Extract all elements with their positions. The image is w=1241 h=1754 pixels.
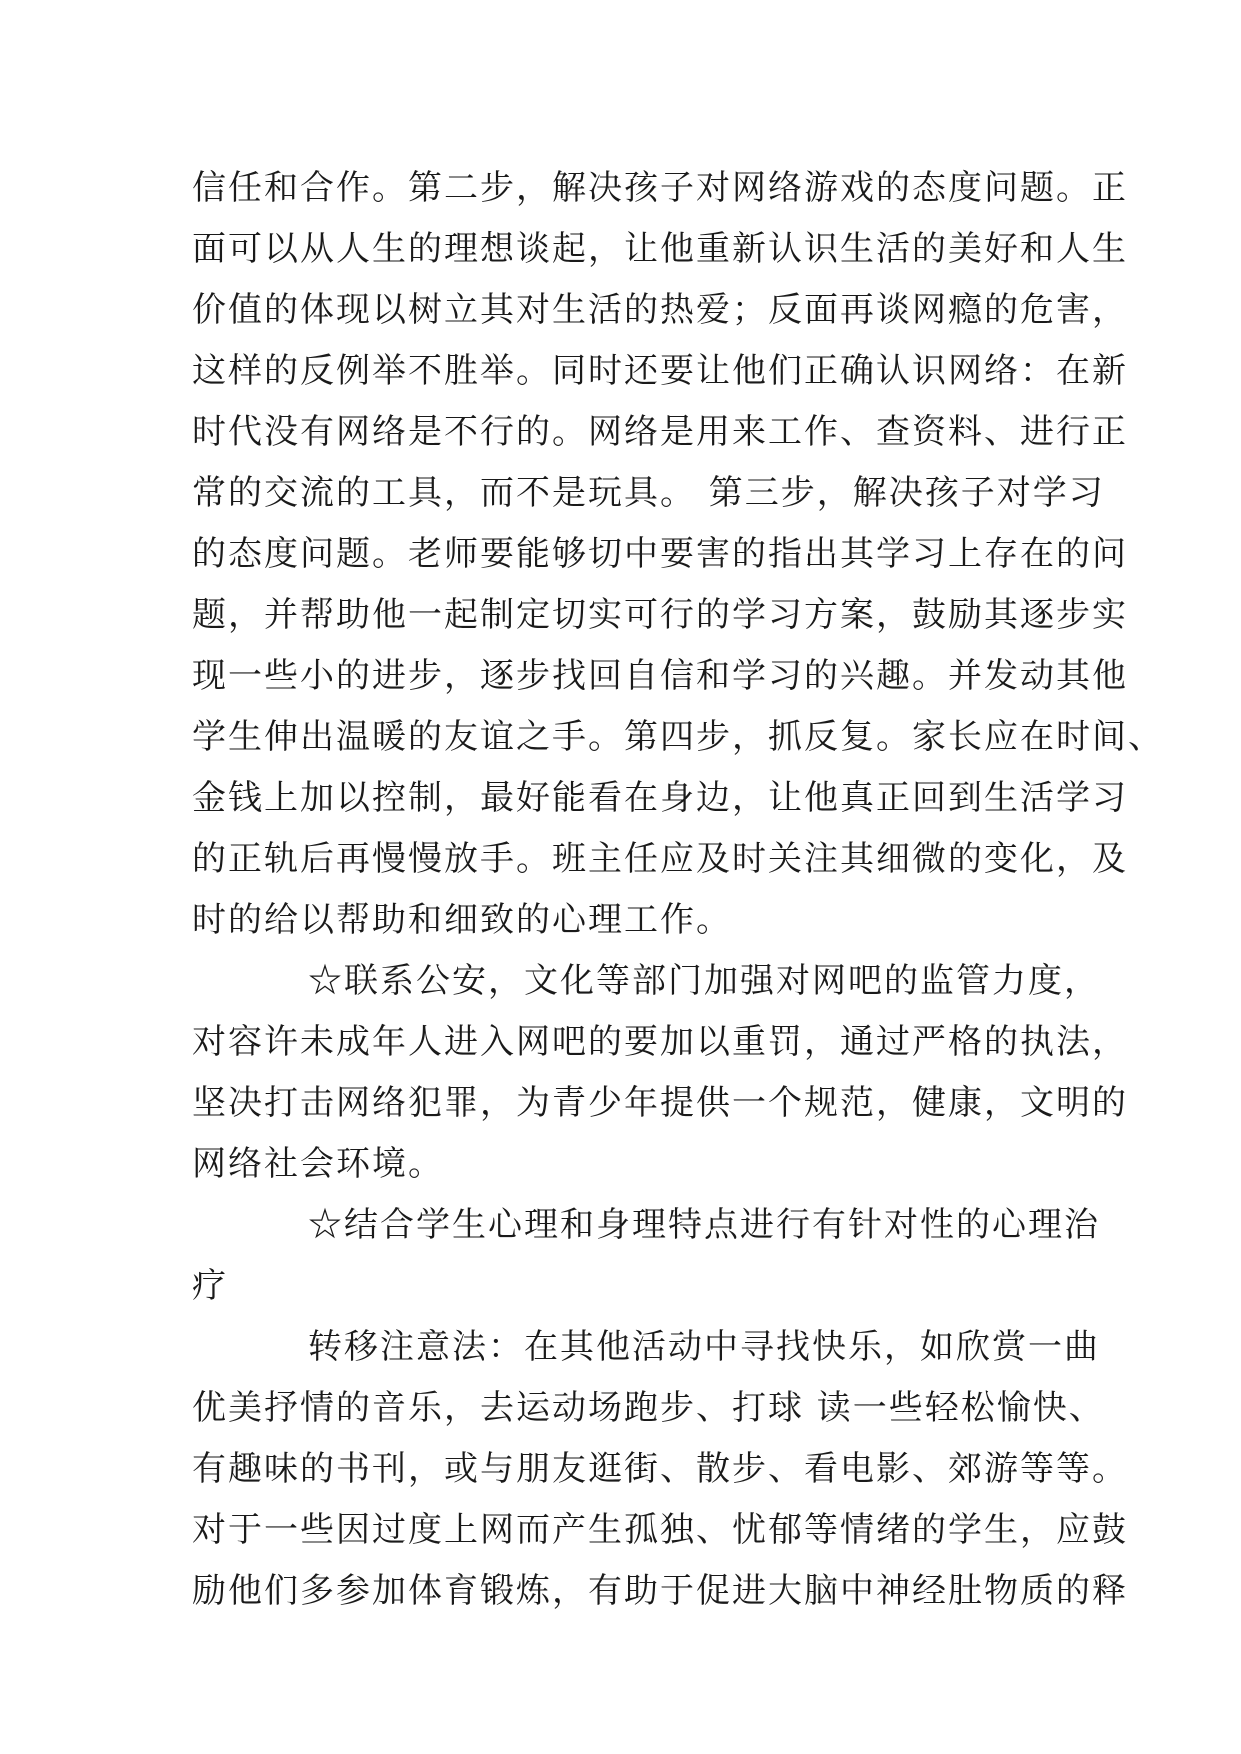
text-line: 对容许未成年人进入网吧的要加以重罚，通过严格的执法， [192, 1022, 1128, 1062]
text-line: 网络社会环境。 [192, 1144, 444, 1184]
text-line: 时代没有网络是不行的。网络是用来工作、查资料、进行正 [192, 412, 1128, 452]
text-line: 优美抒情的音乐，去运动场跑步、打球 读一些轻松愉快、 [192, 1388, 1105, 1428]
text-line: 现一些小的进步，逐步找回自信和学习的兴趣。并发动其他 [192, 656, 1128, 696]
text-line-indented: ☆结合学生心理和身理特点进行有针对性的心理治 [308, 1205, 1100, 1245]
text-line: 题，并帮助他一起制定切实可行的学习方案，鼓励其逐步实 [192, 595, 1128, 635]
text-line: 价值的体现以树立其对生活的热爱；反面再谈网瘾的危害， [192, 290, 1128, 330]
text-line: 金钱上加以控制，最好能看在身边，让他真正回到生活学习 [192, 778, 1128, 818]
text-line-indented: 转移注意法：在其他活动中寻找快乐，如欣赏一曲 [308, 1327, 1100, 1367]
text-line: 面可以从人生的理想谈起，让他重新认识生活的美好和人生 [192, 229, 1128, 269]
text-line: 坚决打击网络犯罪，为青少年提供一个规范，健康，文明的 [192, 1083, 1128, 1123]
text-line: 有趣味的书刊，或与朋友逛街、散步、看电影、郊游等等。 [192, 1449, 1128, 1489]
text-line-indented: ☆联系公安，文化等部门加强对网吧的监管力度， [308, 961, 1100, 1001]
text-line: 学生伸出温暖的友谊之手。第四步，抓反复。家长应在时间、 [192, 717, 1164, 757]
text-line: 常的交流的工具，而不是玩具。 第三步，解决孩子对学习 [192, 473, 1105, 513]
text-line: 时的给以帮助和细致的心理工作。 [192, 900, 732, 940]
text-line: 这样的反例举不胜举。同时还要让他们正确认识网络：在新 [192, 351, 1128, 391]
text-line: 的正轨后再慢慢放手。班主任应及时关注其细微的变化，及 [192, 839, 1128, 879]
text-line: 励他们多参加体育锻炼，有助于促进大脑中神经肚物质的释 [192, 1571, 1128, 1611]
text-line: 疗 [192, 1266, 228, 1306]
text-line: 的态度问题。老师要能够切中要害的指出其学习上存在的问 [192, 534, 1128, 574]
body-text [192, 158, 1164, 1622]
text-line: 对于一些因过度上网而产生孤独、忧郁等情绪的学生，应鼓 [192, 1510, 1128, 1550]
text-line: 信任和合作。第二步，解决孩子对网络游戏的态度问题。正 [192, 168, 1128, 208]
